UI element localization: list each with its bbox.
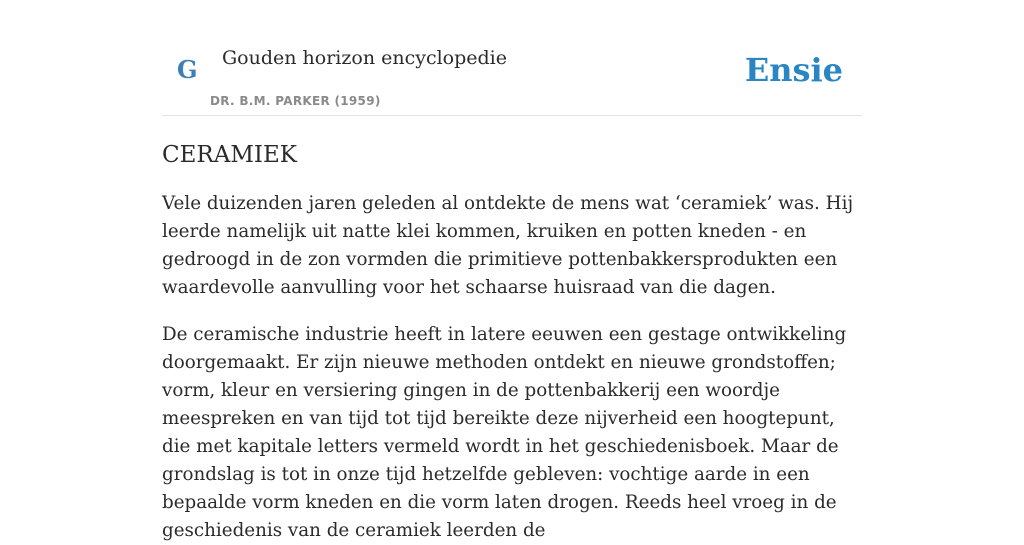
article-paragraph: De ceramische industrie heeft in latere eeuwen een gestage ontwikkeling doorgemaakt. Er zijn nieuwe methoden ontdekt en nieuwe grondstoffen; vorm, kleur en versiering gingen in de pottenbakkerij een woordje meespreken en van tijd tot tijd bereikte deze nijverheid een hoogtepunt, die met kapitale letters vermeld wordt in het geschiedenisboek. Maar de grondslag is tot in onze tijd hetzelfde gebleven: vochtige aarde in een bepaalde vorm kneden en die vorm laten drogen. Reeds heel vroeg in de geschiedenis van de ceramiek leerden de (162, 324, 847, 541)
source-author: DR. B.M. PARKER (1959) (210, 94, 381, 108)
article-paragraph: Vele duizenden jaren geleden al ontdekte de mens wat ‘ceramiek’ was. Hij leerde namelijk uit natte klei kommen, kruiken en potten kneden - en gedroogd in de zon vormden die primitieve pottenbakkersprodukten een waardevolle aanvulling voor het schaarse huisraad van die dagen. (162, 193, 854, 298)
source-header (162, 0, 862, 116)
article-page (162, 0, 862, 545)
brand-logo[interactable]: Ensie (744, 51, 843, 89)
source-logo[interactable]: G (177, 55, 198, 84)
entry-title: CERAMIEK (162, 142, 297, 168)
source-title[interactable]: Gouden horizon encyclopedie (222, 47, 507, 69)
